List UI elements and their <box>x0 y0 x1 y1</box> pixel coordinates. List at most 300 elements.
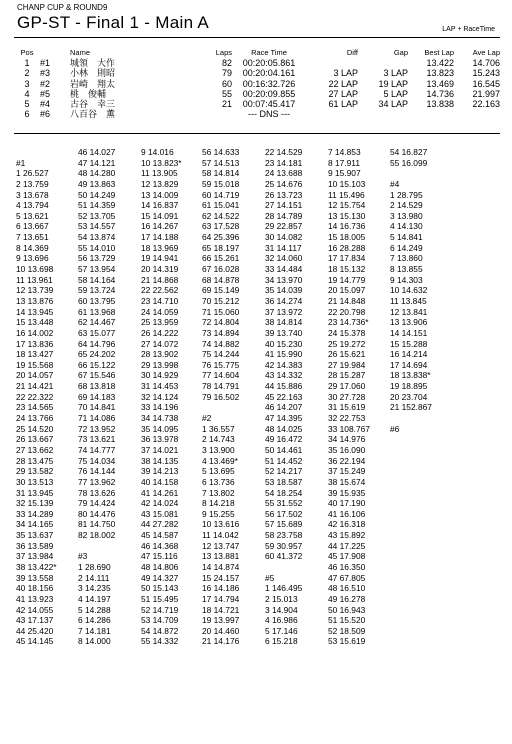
lap-entry: 60 13.795 <box>78 295 116 306</box>
lap-entry: 72 13.952 <box>78 423 116 434</box>
lap-entry: 6 13.667 <box>16 221 49 232</box>
title-divider <box>14 37 500 38</box>
lap-entry: 19 18.895 <box>390 381 428 392</box>
lap-entry: 39 13.740 <box>265 327 303 338</box>
lap-entry: 31 15.619 <box>328 402 366 413</box>
lap-entry: 2 14.743 <box>202 434 235 445</box>
lap-entry: 74 14.882 <box>202 338 240 349</box>
result-no: #1 <box>40 58 51 69</box>
result-laps: 82 <box>221 58 232 69</box>
report-mode: LAP + RaceTime <box>442 26 495 33</box>
page-title: GP-ST - Final 1 - Main A <box>17 13 210 32</box>
lap-entry: 41 15.990 <box>265 349 303 360</box>
results-table <box>14 48 500 119</box>
lap-entry: 18 14.721 <box>202 604 240 615</box>
lap-entry <box>390 413 432 424</box>
lap-entry: 67 16.028 <box>202 264 240 275</box>
result-diff <box>306 58 358 68</box>
lap-entry: 31 14.453 <box>141 381 179 392</box>
lap-entry: 1 28.795 <box>390 189 423 200</box>
lap-entry: 11 13.845 <box>390 295 427 306</box>
lap-entry: 48 14.280 <box>78 168 116 179</box>
lap-entry: #3 <box>78 551 88 562</box>
lap-entry: 63 15.077 <box>78 327 116 338</box>
lap-entry <box>78 541 115 552</box>
result-no: #4 <box>40 99 51 110</box>
lap-entry: 20 23.704 <box>390 391 428 402</box>
lap-entry: 27 13.662 <box>16 444 54 455</box>
lap-entry: 9 14.303 <box>390 274 423 285</box>
lap-entry: 54 16.827 <box>390 147 428 157</box>
lap-entry: 45 14.587 <box>141 530 179 541</box>
lap-entry: 72 14.804 <box>202 317 240 328</box>
lap-column <box>202 147 239 647</box>
lap-entry: 4 16.986 <box>265 615 298 626</box>
lap-entry: 50 15.143 <box>141 583 179 594</box>
lap-entry: 2 14.111 <box>78 572 110 583</box>
lap-entry <box>265 562 302 573</box>
result-time: --- DNS --- <box>248 109 290 120</box>
lap-entry: 39 14.213 <box>141 466 179 477</box>
lap-entry: 27 14.151 <box>265 200 303 211</box>
lap-entry: 5 14.841 <box>390 232 423 243</box>
lap-entry <box>16 147 57 158</box>
lap-entry: 22 20.798 <box>328 306 366 317</box>
lap-entry: 12 13.739 <box>16 285 54 296</box>
lap-entry: 57 13.954 <box>78 264 116 275</box>
lap-entry: 22 14.529 <box>265 147 303 157</box>
lap-entry: 82 18.002 <box>78 530 116 541</box>
lap-entry: 29 17.060 <box>328 381 366 392</box>
lap-entry: 34 13.970 <box>265 274 303 285</box>
lap-entry: 64 25.396 <box>202 232 240 243</box>
lap-entry: 2 15.013 <box>265 593 298 604</box>
result-no: #5 <box>40 88 51 99</box>
lap-entry: 24 14.059 <box>141 306 179 317</box>
lap-entry: 6 15.218 <box>265 636 298 647</box>
lap-entry: 25 19.272 <box>328 338 366 349</box>
lap-entry: 12 13.747 <box>202 540 240 551</box>
lap-entry: 11 15.496 <box>328 189 365 200</box>
lap-entry: 1 146.495 <box>265 583 303 594</box>
lap-entry: 43 15.892 <box>328 530 366 541</box>
lap-entry: 28 15.287 <box>328 370 366 381</box>
lap-column <box>265 147 302 647</box>
lap-entry: 16 14.186 <box>202 583 240 594</box>
lap-entry: 47 15.116 <box>141 551 178 562</box>
result-no: #3 <box>40 68 51 79</box>
lap-column <box>78 147 115 647</box>
lap-entry: 17 13.836 <box>16 338 54 349</box>
lap-entry: 50 14.461 <box>265 444 303 455</box>
lap-entry: 26 13.667 <box>16 434 54 445</box>
lap-entry: 29 13.998 <box>141 359 179 370</box>
lap-entry <box>202 402 239 413</box>
lap-entry: 57 15.689 <box>265 519 303 530</box>
result-name: 八百谷 薫 <box>70 109 116 120</box>
lap-entry: 17 14.694 <box>390 359 428 370</box>
lap-entry: 35 16.090 <box>328 444 366 455</box>
lap-entry: 17 14.794 <box>202 593 240 604</box>
lap-entry: 16 14.002 <box>16 327 54 338</box>
result-diff: 61 LAP <box>328 99 358 110</box>
lap-entry: 45 17.908 <box>328 551 366 562</box>
lap-entry: 39 13.558 <box>16 572 54 583</box>
lap-entry: 5 17.146 <box>265 625 298 636</box>
lap-column <box>390 147 432 434</box>
lap-entry: 13 15.130 <box>328 210 366 221</box>
lap-entry: 70 15.212 <box>202 295 240 306</box>
lap-entry: 35 14.095 <box>141 423 179 434</box>
lap-entry: 16 28.288 <box>328 242 366 253</box>
lap-entry: 70 14.841 <box>78 402 116 413</box>
lap-entry: 50 16.943 <box>328 604 366 615</box>
lap-entry: #2 <box>202 413 212 424</box>
lap-entry: 46 16.350 <box>328 561 366 572</box>
lap-entry: 33 14.484 <box>265 264 303 275</box>
result-name: 城領 大作 <box>70 58 116 69</box>
lap-entry: 56 13.729 <box>78 253 116 264</box>
col-gap: Gap <box>393 48 408 57</box>
col-name: Name <box>70 48 91 57</box>
lap-entry: 14 14.874 <box>202 561 240 572</box>
lap-entry: 16 14.267 <box>141 221 179 232</box>
result-name: 桃 俊輔 <box>70 88 107 99</box>
lap-entry: 17 14.188 <box>141 232 179 243</box>
result-best: 14.736 <box>426 88 454 99</box>
lap-entry: 10 13.698 <box>16 264 54 275</box>
lap-entry: 69 14.183 <box>78 391 116 402</box>
lap-entry: 47 14.121 <box>78 157 116 168</box>
lap-entry: 51 15.495 <box>141 593 179 604</box>
result-laps: 21 <box>221 99 232 110</box>
result-best: 13.838 <box>426 99 454 110</box>
col-ave-lap: Ave Lap <box>472 48 500 57</box>
lap-entry: 74 14.777 <box>78 444 116 455</box>
lap-entry: 19 15.568 <box>16 359 54 370</box>
lap-entry: 42 14.383 <box>265 359 303 370</box>
lap-times-grid <box>0 147 512 744</box>
lap-entry: 68 14.878 <box>202 274 240 285</box>
lap-entry: 3 13.678 <box>16 189 49 200</box>
lap-entry: 3 14.235 <box>78 583 111 594</box>
result-name: 小林 則昭 <box>70 68 116 79</box>
lap-entry: 3 13.900 <box>202 444 235 455</box>
lap-entry: 15 15.288 <box>390 338 428 349</box>
result-pos: 4 <box>24 88 30 99</box>
result-row <box>14 58 500 68</box>
lap-entry: 8 14.000 <box>78 636 111 647</box>
lap-entry: 6 14.249 <box>390 242 423 253</box>
lap-entry: 29 22.857 <box>265 221 303 232</box>
lap-entry: 27 19.984 <box>328 359 366 370</box>
result-ave: 16.545 <box>472 78 500 89</box>
lap-entry: 12 15.754 <box>328 200 366 211</box>
lap-entry: 11 14.042 <box>202 530 239 541</box>
lap-entry: 18 15.132 <box>328 264 366 275</box>
lap-entry: 10 13.616 <box>202 519 240 530</box>
lap-entry: 37 13.972 <box>265 306 303 317</box>
lap-entry: 54 13.874 <box>78 232 116 243</box>
lap-entry: 10 13.823* <box>141 157 182 168</box>
lap-column <box>141 147 182 647</box>
lap-entry: 4 14.197 <box>78 593 111 604</box>
result-diff: 27 LAP <box>328 88 358 99</box>
lap-entry: 23 14.181 <box>265 157 303 168</box>
lap-entry: 11 13.905 <box>141 168 178 179</box>
lap-entry: 53 14.709 <box>141 615 179 626</box>
lap-entry: 8 17.911 <box>328 157 360 168</box>
lap-entry: 14 16.837 <box>141 200 179 211</box>
lap-entry: 39 15.935 <box>328 487 366 498</box>
lap-entry: 49 16.472 <box>265 434 303 445</box>
lap-entry: 40 17.190 <box>328 498 366 509</box>
lap-entry: 33 14.196 <box>141 402 179 413</box>
result-pos: 2 <box>24 68 30 79</box>
lap-entry: #1 <box>16 157 26 168</box>
col-pos: Pos <box>20 48 34 57</box>
lap-entry: 44 17.225 <box>328 540 366 551</box>
lap-entry: 21 14.868 <box>141 274 179 285</box>
lap-entry: 62 14.467 <box>78 317 116 328</box>
lap-entry: 36 14.274 <box>265 295 303 306</box>
lap-entry: #5 <box>265 572 275 583</box>
lap-entry: 29 13.582 <box>16 466 54 477</box>
lap-entry <box>390 168 432 179</box>
result-gap: 3 LAP <box>383 68 408 79</box>
lap-entry: 81 14.750 <box>78 519 116 530</box>
result-laps <box>200 109 232 119</box>
lap-entry: 38 14.814 <box>265 317 303 328</box>
lap-entry: 32 22.753 <box>328 413 366 424</box>
result-laps: 55 <box>221 88 232 99</box>
lap-entry: 53 15.619 <box>328 636 366 647</box>
lap-entry: 3 14.904 <box>265 604 298 615</box>
result-laps: 60 <box>221 78 232 89</box>
result-no: #6 <box>40 109 51 120</box>
lap-entry: 59 15.018 <box>202 178 240 189</box>
lap-entry: 45 14.145 <box>16 636 54 647</box>
lap-entry: 21 14.421 <box>16 381 54 392</box>
lap-entry: 46 14.207 <box>265 402 303 413</box>
result-pos: 5 <box>24 99 30 110</box>
result-no: #2 <box>40 78 51 89</box>
lap-entry: 47 14.395 <box>265 413 303 424</box>
lap-entry: 19 14.941 <box>141 253 179 264</box>
lap-entry: 42 14.024 <box>141 498 179 509</box>
lap-entry: 57 14.513 <box>202 157 240 168</box>
lap-entry: 55 14.010 <box>78 242 116 253</box>
lap-entry: 37 13.984 <box>16 551 54 562</box>
lap-entry: 42 16.318 <box>328 519 366 530</box>
result-row <box>14 79 500 89</box>
lap-entry: 21 152.867 <box>390 402 432 413</box>
lap-entry: 2 13.759 <box>16 178 49 189</box>
result-ave: 21.997 <box>472 88 500 99</box>
lap-entry: 59 13.724 <box>78 285 116 296</box>
lap-entry: 68 13.818 <box>78 381 116 392</box>
lap-entry: #6 <box>390 423 400 434</box>
lap-entry: 34 14.165 <box>16 519 54 530</box>
lap-entry: 24 13.688 <box>265 168 303 179</box>
result-pos: 6 <box>24 109 30 120</box>
result-name: 古谷 幸三 <box>70 99 116 110</box>
result-row <box>14 89 500 99</box>
lap-entry: 63 17.528 <box>202 221 240 232</box>
result-diff: 22 LAP <box>328 78 358 89</box>
lap-entry: 64 14.796 <box>78 338 116 349</box>
lap-entry: 9 15.255 <box>202 508 235 519</box>
lap-entry: 4 13.794 <box>16 200 49 211</box>
lap-entry: 15 13.448 <box>16 317 54 328</box>
event-name: CHANP CUP & ROUND9 <box>17 3 108 12</box>
result-gap <box>358 58 408 68</box>
lap-entry: 10 15.103 <box>328 178 366 189</box>
lap-entry: 1 36.557 <box>202 423 235 434</box>
lap-entry: 49 16.278 <box>328 593 366 604</box>
lap-entry: 37 14.021 <box>141 444 179 455</box>
lap-entry: #4 <box>390 178 400 189</box>
lap-entry: 53 14.557 <box>78 221 116 232</box>
lap-entry: 1 28.690 <box>78 561 111 572</box>
lap-entry: 15 14.091 <box>141 210 179 221</box>
lap-entry: 43 14.332 <box>265 370 303 381</box>
lap-entry: 8 14.218 <box>202 498 235 509</box>
lap-entry: 67 15.546 <box>78 370 116 381</box>
lap-entry: 58 14.814 <box>202 168 240 179</box>
result-best: 13.823 <box>426 68 454 79</box>
lap-entry: 54 14.872 <box>141 625 179 636</box>
result-time: 00:20:05.861 <box>242 58 296 69</box>
lap-entry: 7 14.853 <box>328 147 361 157</box>
lap-entry: 28 13.475 <box>16 455 54 466</box>
lap-entry: 60 14.719 <box>202 189 240 200</box>
result-row <box>14 109 500 119</box>
lap-entry: 4 14.130 <box>390 221 423 232</box>
lap-entry: 55 16.099 <box>390 157 428 168</box>
lap-entry: 76 14.144 <box>78 466 116 477</box>
lap-entry: 13 13.876 <box>16 295 54 306</box>
lap-entry: 35 13.637 <box>16 530 54 541</box>
result-row <box>14 99 500 109</box>
lap-entry: 30 14.082 <box>265 232 303 243</box>
lap-entry: 52 18.509 <box>328 625 366 636</box>
lap-entry: 20 14.460 <box>202 625 240 636</box>
lap-entry: 54 18.254 <box>265 487 303 498</box>
lap-entry: 9 14.016 <box>141 147 174 157</box>
lap-entry: 48 14.025 <box>265 423 303 434</box>
col-best-lap: Best Lap <box>424 48 454 57</box>
lap-entry: 56 17.502 <box>265 508 303 519</box>
lap-entry: 56 14.633 <box>202 147 240 157</box>
lap-entry: 49 14.327 <box>141 572 179 583</box>
lap-entry: 49 13.863 <box>78 178 116 189</box>
lap-entry: 52 14.217 <box>265 466 303 477</box>
lap-entry: 20 15.097 <box>328 285 366 296</box>
lap-entry: 31 14.117 <box>265 242 302 253</box>
lap-entry: 80 14.476 <box>78 508 116 519</box>
lap-entry: 78 13.626 <box>78 487 116 498</box>
lap-entry: 8 13.855 <box>390 264 423 275</box>
lap-entry: 41 16.106 <box>328 508 366 519</box>
lap-entry: 40 15.230 <box>265 338 303 349</box>
lap-entry: 12 13.829 <box>141 178 179 189</box>
lap-entry: 65 24.202 <box>78 349 116 360</box>
lap-entry: 15 24.157 <box>202 572 240 583</box>
lap-entry: 34 14.976 <box>328 434 366 445</box>
lap-entry: 47 67.805 <box>328 572 366 583</box>
result-gap: 34 LAP <box>378 99 408 110</box>
result-ave: 14.706 <box>472 58 500 69</box>
result-diff <box>306 109 358 119</box>
lap-entry: 38 15.674 <box>328 476 366 487</box>
lap-entry: 73 13.621 <box>78 434 116 445</box>
lap-entry: 65 18.197 <box>202 242 240 253</box>
lap-entry: 36 13.978 <box>141 434 179 445</box>
lap-entry: 4 13.469* <box>202 455 238 466</box>
lap-column <box>16 147 57 647</box>
lap-entry: 23 14.710 <box>141 295 179 306</box>
lap-entry: 6 14.286 <box>78 615 111 626</box>
lap-entry: 51 14.359 <box>78 200 116 211</box>
lap-entry: 25 14.520 <box>16 423 54 434</box>
lap-entry: 52 13.705 <box>78 210 116 221</box>
lap-entry: 44 15.886 <box>265 381 303 392</box>
lap-entry: 7 13.651 <box>16 232 49 243</box>
lap-entry: 9 13.696 <box>16 253 49 264</box>
lap-entry: 20 14.319 <box>141 264 179 275</box>
lap-entry: 13 13.881 <box>202 551 240 562</box>
lap-entry: 30 14.929 <box>141 370 179 381</box>
lap-entry: 58 14.164 <box>78 274 116 285</box>
lap-entry: 40 14.158 <box>141 476 179 487</box>
lap-entry: 41 13.923 <box>16 593 54 604</box>
lap-entry: 23 14.565 <box>16 402 54 413</box>
result-gap: 5 LAP <box>383 88 408 99</box>
lap-entry: 26 14.222 <box>141 327 179 338</box>
lap-entry: 21 14.848 <box>328 295 366 306</box>
result-time: 00:20:09.855 <box>242 88 296 99</box>
lap-entry: 18 13.427 <box>16 349 54 360</box>
lap-entry: 36 13.589 <box>16 540 54 551</box>
result-laps: 79 <box>221 68 232 79</box>
lap-entry: 41 14.261 <box>141 487 179 498</box>
lap-entry: 5 13.695 <box>202 466 235 477</box>
lap-entry: 28 13.902 <box>141 349 179 360</box>
lap-entry: 55 14.332 <box>141 636 179 647</box>
lap-entry: 66 15.122 <box>78 359 116 370</box>
result-gap: 19 LAP <box>378 78 408 89</box>
lap-entry: 36 22.194 <box>328 455 366 466</box>
result-time: 00:20:04.161 <box>242 68 296 79</box>
lap-entry: 27 14.072 <box>141 338 179 349</box>
result-row <box>14 68 500 78</box>
lap-entry: 48 14.806 <box>141 561 179 572</box>
lap-entry: 14 16.736 <box>328 221 366 232</box>
lap-entry: 5 13.621 <box>16 210 49 221</box>
lap-entry: 16 14.214 <box>390 349 428 360</box>
lap-entry: 30 13.513 <box>16 476 54 487</box>
lap-entry: 79 16.502 <box>202 391 240 402</box>
result-ave: 22.163 <box>472 99 500 110</box>
lap-entry: 13 13.906 <box>390 317 428 328</box>
lap-entry: 77 14.604 <box>202 370 240 381</box>
lap-column <box>328 147 370 647</box>
lap-entry: 14 13.945 <box>16 306 54 317</box>
lap-entry: 79 14.424 <box>78 498 116 509</box>
lap-entry: 13 14.009 <box>141 189 179 200</box>
lap-entry: 77 13.962 <box>78 476 116 487</box>
